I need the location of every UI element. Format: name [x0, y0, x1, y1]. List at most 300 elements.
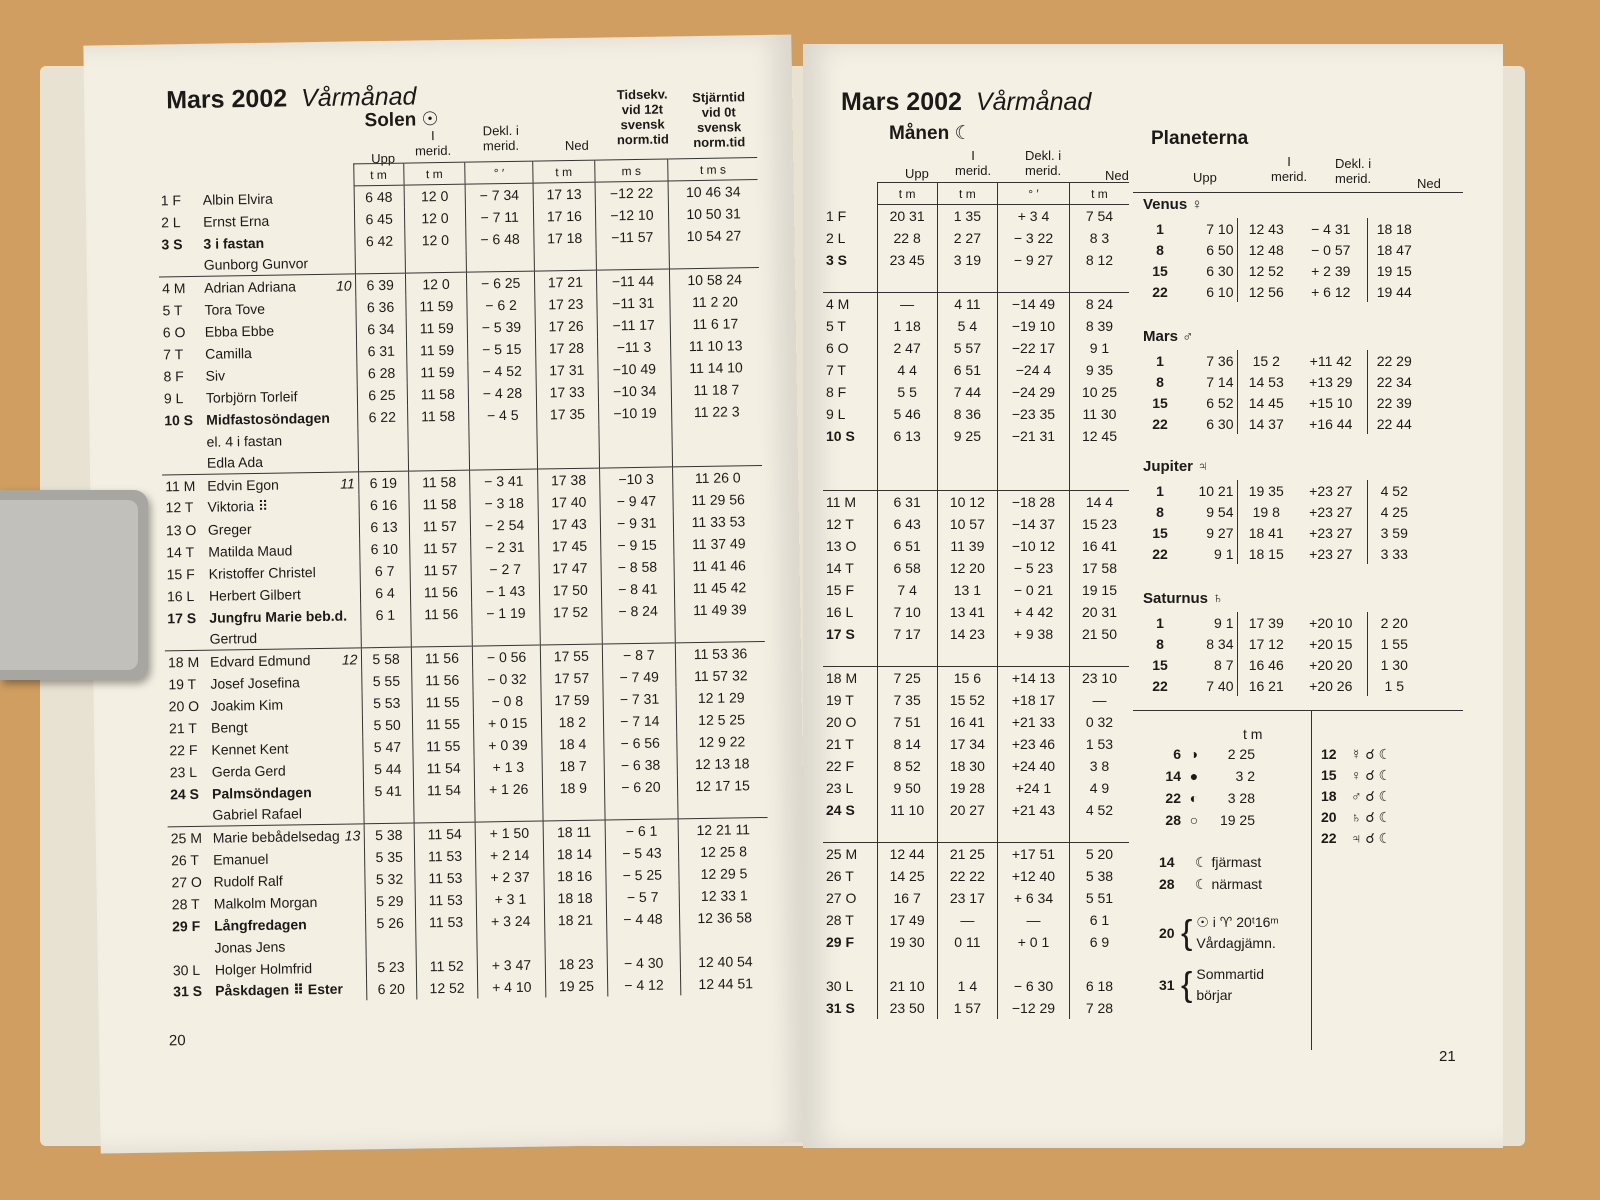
moon-units-row: [823, 183, 1129, 205]
distance-day: 28: [1159, 876, 1175, 892]
page-weight: [0, 490, 148, 680]
moon-dekl: −22 17: [998, 337, 1070, 359]
phase-time: 19 25: [1219, 812, 1255, 828]
moon-day: 31 S: [826, 999, 855, 1016]
planet-day: 1: [1156, 614, 1164, 631]
moon-upp: 7 51: [877, 711, 937, 733]
sun-merid: 12 0: [404, 228, 466, 251]
moon-merid: [937, 645, 997, 667]
sun-merid: 12 0: [404, 206, 466, 229]
planet-day: 15: [1152, 394, 1168, 411]
planet-name: Mars ♂: [1143, 328, 1194, 345]
day-label: [171, 820, 213, 821]
planet-row: [1143, 654, 1421, 675]
sun-dekl: + 4 10: [478, 975, 546, 998]
moon-ned: 21 50: [1069, 623, 1129, 645]
planet-dekl: +20 20: [1309, 656, 1353, 673]
moon-ned: 4 9: [1069, 777, 1129, 799]
name-day-label: Gertrud: [209, 630, 258, 647]
planet-dekl: +13 29: [1309, 373, 1353, 390]
sun-stjarntid: 12 5 25: [676, 707, 766, 730]
day-label: 3 S: [161, 235, 183, 252]
moon-upp: 20 31: [877, 205, 937, 227]
moon-day: 14 T: [826, 559, 854, 576]
phase-time: 3 2: [1235, 768, 1255, 784]
sun-upp: 6 25: [357, 383, 407, 406]
day-name-cell: [170, 956, 366, 981]
sun-stjarntid: 12 33 1: [679, 883, 769, 906]
sun-tidsekv: − 9 47: [599, 489, 673, 512]
events-divider: [1311, 710, 1312, 1050]
unit-cell: ° ′: [998, 183, 1070, 205]
day-name-cell: [162, 472, 358, 497]
name-day-label: Ebba Ebbe: [204, 322, 275, 340]
sun-merid: [411, 624, 473, 647]
name-day-label: Herbert Gilbert: [208, 585, 301, 604]
planet-header-merid: I merid.: [1271, 154, 1308, 184]
planet-row: [1143, 218, 1421, 239]
moon-upp: 17 49: [877, 909, 937, 931]
sun-stjarntid: [678, 795, 768, 818]
day-label: 25 M: [170, 829, 203, 847]
sun-upp: 6 39: [355, 273, 405, 296]
sun-ned: 17 52: [540, 600, 602, 623]
moon-day: 8 F: [826, 383, 847, 400]
day-name-cell: [167, 758, 363, 783]
sun-ned: 17 57: [541, 666, 603, 689]
day-name-cell: [161, 406, 357, 431]
moon-ned: 8 3: [1069, 227, 1129, 249]
planet-merid: 17 39: [1237, 612, 1295, 633]
planet-ned: 22 44: [1367, 413, 1421, 434]
planet-merid: 15 2: [1237, 350, 1295, 371]
moon-row: [823, 403, 1129, 425]
planet-name: Saturnus ♄: [1143, 590, 1224, 607]
day-name-cell: [166, 736, 362, 761]
planet-merid: 18 15: [1237, 543, 1295, 564]
moon-ned: 17 58: [1069, 557, 1129, 579]
moon-day: 21 T: [826, 735, 854, 752]
sun-upp: 5 53: [362, 691, 412, 714]
sun-upp: [360, 625, 410, 648]
name-day-label: Rudolf Ralf: [213, 872, 283, 890]
name-day-label: Adrian Adriana: [204, 278, 297, 296]
moon-row: [823, 733, 1129, 755]
day-name-cell: [169, 890, 365, 915]
sun-ned: 18 7: [542, 754, 604, 777]
planet-upp: 6 52: [1206, 394, 1234, 411]
planet-bottom-rule: [1133, 710, 1463, 711]
sun-merid: 12 0: [405, 272, 467, 295]
sun-merid: [408, 426, 470, 449]
unit-cell: t m: [877, 183, 937, 205]
day-name-cell: [165, 648, 361, 673]
name-day-label: Kristoffer Christel: [208, 563, 316, 582]
sun-tidsekv: − 6 20: [604, 775, 678, 798]
sun-merid: 11 54: [413, 756, 475, 779]
moon-dekl: −18 28: [998, 491, 1070, 513]
name-day-label: Josef Josefina: [210, 673, 300, 692]
day-label: 8 F: [163, 367, 184, 384]
day-name-cell: [164, 582, 360, 607]
moon-merid: 15 52: [937, 689, 997, 711]
planet-day: 1: [1156, 220, 1164, 237]
sun-tidsekv: − 8 7: [602, 643, 676, 666]
moon-row: [823, 601, 1129, 623]
moon-dekl: − 5 23: [998, 557, 1070, 579]
phase-row: [1153, 788, 1255, 809]
name-day-label: Matilda Maud: [208, 541, 293, 560]
week-number: 10: [335, 277, 352, 294]
sun-merid: 11 53: [414, 866, 476, 889]
sun-upp: 6 16: [358, 493, 408, 516]
moon-dekl: −23 35: [998, 403, 1070, 425]
sun-dekl: − 1 43: [471, 579, 539, 602]
planet-table: [1143, 480, 1421, 564]
sun-tidsekv: − 6 38: [604, 753, 678, 776]
moon-upp: 16 7: [877, 887, 937, 909]
sun-ned: 17 16: [533, 204, 595, 227]
sun-merid: 11 59: [406, 338, 468, 361]
day-label: 6 O: [162, 323, 186, 340]
sun-stjarntid: 11 14 10: [671, 356, 761, 379]
planet-day: 22: [1152, 545, 1168, 562]
day-label: 26 T: [171, 851, 200, 868]
moon-day: [823, 271, 877, 293]
sun-upp: 6 31: [356, 339, 406, 362]
sun-dekl: + 2 14: [476, 843, 544, 866]
sun-dekl: + 2 37: [476, 865, 544, 888]
sun-merid: [413, 800, 475, 823]
planet-merid: 19 35: [1237, 480, 1295, 501]
planet-section-title: Planeterna: [1151, 128, 1249, 149]
sun-tidsekv: −10 34: [598, 379, 672, 402]
phase-day: 6: [1173, 746, 1181, 762]
col-header-upp: Upp: [371, 150, 396, 167]
planet-row: [1143, 522, 1421, 543]
event-row: [1159, 964, 1264, 1006]
sun-upp: [365, 933, 415, 956]
sun-stjarntid: 11 10 13: [671, 334, 761, 357]
moon-row: [823, 887, 1129, 909]
sun-dekl: + 0 15: [474, 711, 542, 734]
moon-merid: 22 22: [937, 865, 997, 887]
sun-ned: 17 38: [538, 468, 600, 491]
day-label: 2 L: [160, 213, 181, 230]
day-label: 28 T: [171, 895, 200, 912]
sun-tidsekv: −12 10: [595, 203, 669, 226]
week-number: 13: [344, 827, 361, 844]
sun-upp: 6 10: [359, 537, 409, 560]
planet-dekl: +20 10: [1309, 614, 1353, 631]
moon-merid: [937, 953, 997, 975]
sun-stjarntid: 12 29 5: [679, 861, 769, 884]
phase-day: 22: [1165, 790, 1181, 806]
moon-ned: —: [1069, 689, 1129, 711]
moon-ned: 15 23: [1069, 513, 1129, 535]
moon-upp: 23 45: [877, 249, 937, 271]
phase-row: [1153, 766, 1255, 787]
moon-upp: 11 10: [877, 799, 937, 821]
moon-ned: 23 10: [1069, 667, 1129, 689]
moon-upp: 6 51: [877, 535, 937, 557]
planet-ned: 22 39: [1367, 392, 1421, 413]
name-day-label: Edvin Egon: [207, 476, 279, 494]
moon-ned: [1069, 821, 1129, 843]
moon-merid: [937, 469, 997, 491]
moon-table: [823, 182, 1129, 1019]
moon-merid: 16 41: [937, 711, 997, 733]
planet-merid: 12 56: [1237, 281, 1295, 302]
moon-day: 11 M: [823, 491, 877, 513]
moon-day: 3 S: [826, 251, 848, 268]
planet-upp: 6 10: [1206, 283, 1234, 300]
moon-row: [823, 645, 1129, 667]
sun-merid: 11 58: [407, 382, 469, 405]
planet-upp: 7 14: [1206, 373, 1234, 390]
sun-dekl: [472, 623, 540, 646]
moon-merid: 1 35: [937, 205, 997, 227]
moon-merid: 1 4: [937, 975, 997, 997]
moon-dekl: + 9 38: [998, 623, 1070, 645]
planet-merid: 12 52: [1237, 260, 1295, 281]
moon-upp: 5 5: [877, 381, 937, 403]
moon-dekl: [998, 469, 1070, 491]
planet-ned: 4 52: [1367, 480, 1421, 501]
sun-dekl: + 1 50: [475, 821, 543, 844]
day-name-cell: [158, 208, 354, 233]
planet-dekl: − 0 57: [1311, 241, 1351, 258]
day-label: 24 S: [169, 785, 200, 802]
day-name-cell: [160, 318, 356, 343]
moon-row: [823, 447, 1129, 469]
planet-ned: 2 20: [1367, 612, 1421, 633]
sun-tidsekv: − 6 1: [605, 819, 679, 842]
sun-stjarntid: 11 33 53: [673, 510, 763, 533]
day-name-cell: [164, 604, 360, 629]
moon-upp: [877, 271, 937, 293]
sun-ned: 17 47: [539, 556, 601, 579]
planet-ned: 22 29: [1367, 350, 1421, 371]
unit-cell: m s: [594, 159, 668, 182]
sun-stjarntid: 11 49 39: [675, 598, 765, 621]
sun-stjarntid: 12 36 58: [680, 905, 770, 928]
moon-merid: 10 57: [937, 513, 997, 535]
moon-row: [823, 271, 1129, 293]
day-name-cell: [168, 868, 364, 893]
moon-ned: [1069, 271, 1129, 293]
day-label: [173, 952, 215, 953]
moon-upp: 8 14: [877, 733, 937, 755]
day-label: 17 S: [167, 609, 197, 626]
conjunction-day: 12: [1321, 746, 1337, 762]
moon-row: [823, 953, 1129, 975]
day-label: 31 S: [173, 982, 203, 1000]
planet-ned: 1 55: [1367, 633, 1421, 654]
day-label: [165, 468, 207, 469]
moon-upp: 6 31: [877, 491, 937, 513]
day-label: 14 T: [166, 543, 195, 560]
sun-ned: 18 11: [543, 820, 605, 843]
moon-day: 1 F: [826, 207, 847, 224]
sun-merid: 11 56: [410, 580, 472, 603]
sun-merid: 11 52: [416, 954, 478, 977]
month-subtitle-right: Vårmånad: [975, 88, 1092, 116]
sun-ned: 18 4: [542, 732, 604, 755]
sun-dekl: − 2 54: [470, 513, 538, 536]
moon-row: [823, 821, 1129, 843]
day-label: 20 O: [168, 697, 200, 714]
sun-upp: 6 42: [354, 229, 404, 252]
sun-dekl: − 2 31: [471, 535, 539, 558]
moon-section-title: Månen ☾: [889, 123, 972, 144]
planet-row: [1143, 371, 1421, 392]
name-day-label: 3 i fastan: [203, 234, 265, 252]
sun-merid: 11 55: [412, 712, 474, 735]
sun-stjarntid: 10 46 34: [668, 180, 758, 203]
moon-day: 5 T: [826, 317, 846, 334]
moon-row: [823, 909, 1129, 931]
planet-row: [1143, 350, 1421, 371]
left-page: [83, 35, 808, 1154]
day-label: 11 M: [165, 477, 196, 495]
sun-tidsekv: −10 3: [599, 467, 673, 490]
planet-merid: 14 45: [1237, 392, 1295, 413]
name-day-label: Påskdagen ⠿ Ester: [215, 980, 343, 999]
moon-merid: 11 39: [937, 535, 997, 557]
planet-dekl: − 4 31: [1311, 220, 1351, 237]
sun-ned: 19 25: [546, 974, 608, 997]
sun-ned: 17 21: [534, 270, 596, 293]
sun-merid: 11 56: [411, 668, 473, 691]
sun-merid: [415, 932, 477, 955]
planet-merid: 14 53: [1237, 371, 1295, 392]
sun-upp: [358, 449, 408, 472]
moon-day: 15 F: [826, 581, 855, 598]
sun-stjarntid: 10 50 31: [669, 202, 759, 225]
planet-dekl: +20 15: [1309, 635, 1353, 652]
moon-day: [823, 447, 877, 469]
day-name-cell: [163, 560, 359, 585]
sun-ned: 17 18: [534, 226, 596, 249]
planet-table: [1143, 612, 1421, 696]
name-day-label: Holger Holmfrid: [214, 959, 313, 978]
moon-dekl: +17 51: [998, 843, 1070, 865]
event-brace: {: [1181, 914, 1193, 952]
sun-tidsekv: −11 17: [597, 313, 671, 336]
conjunction-symbols: ♃ ☌ ☾: [1351, 830, 1392, 846]
planet-merid: 12 48: [1237, 239, 1295, 260]
sun-upp: 6 1: [360, 603, 410, 626]
sun-ned: 18 18: [544, 886, 606, 909]
sun-merid: 11 57: [409, 536, 471, 559]
day-name-cell: [160, 340, 356, 365]
moon-row: [823, 293, 1129, 315]
name-day-label: Kennet Kent: [211, 739, 289, 758]
planet-upp: 8 7: [1214, 656, 1234, 673]
day-label: 13 O: [165, 521, 197, 538]
moon-day: [823, 469, 877, 491]
sun-stjarntid: 10 58 24: [670, 268, 760, 291]
sun-ned: 17 55: [540, 644, 602, 667]
moon-day: 4 M: [823, 293, 877, 315]
sun-tidsekv: −11 31: [596, 291, 670, 314]
day-name-cell: [161, 384, 357, 409]
sun-merid: 11 55: [412, 734, 474, 757]
conjunction-row: [1321, 765, 1391, 786]
planet-upp: 8 34: [1206, 635, 1234, 652]
sun-dekl: − 3 18: [470, 491, 538, 514]
moon-ned: [1069, 953, 1129, 975]
unit-cell: t m: [403, 162, 465, 185]
planet-upp: 7 36: [1206, 352, 1234, 369]
sun-stjarntid: 11 18 7: [671, 378, 761, 401]
sun-stjarntid: [680, 927, 770, 950]
event-line-2: Vårdagjämn.: [1196, 935, 1276, 951]
sun-tidsekv: [602, 621, 676, 644]
moon-row: [823, 931, 1129, 953]
sun-merid: 11 58: [407, 404, 469, 427]
sun-stjarntid: [675, 620, 765, 643]
unit-cell: t m: [533, 160, 595, 183]
moon-row: [823, 711, 1129, 733]
planet-dekl: +11 42: [1309, 352, 1352, 369]
day-name-cell: [158, 186, 354, 211]
day-name-cell: [169, 912, 365, 937]
planet-upp: 7 40: [1206, 677, 1234, 694]
planet-name: Venus ♀: [1143, 196, 1203, 213]
planet-dekl: +20 26: [1309, 677, 1353, 694]
day-label: 16 L: [166, 587, 195, 604]
sun-dekl: − 4 52: [468, 359, 536, 382]
moon-merid: 17 34: [937, 733, 997, 755]
sun-ned: [537, 424, 599, 447]
phase-day: 28: [1165, 812, 1181, 828]
planet-ned: 3 33: [1367, 543, 1421, 564]
moon-upp: 4 4: [877, 359, 937, 381]
page-number-left: 20: [168, 1032, 186, 1050]
sun-dekl: + 1 26: [475, 777, 543, 800]
sun-dekl: − 5 39: [467, 315, 535, 338]
sun-dekl: + 3 1: [476, 887, 544, 910]
moon-merid: 2 27: [937, 227, 997, 249]
sun-ned: 18 23: [545, 952, 607, 975]
sun-dekl: − 1 19: [472, 601, 540, 624]
planet-day: 8: [1156, 635, 1164, 652]
moon-upp: [877, 447, 937, 469]
sun-tidsekv: [596, 247, 670, 270]
sun-merid: 12 52: [416, 976, 478, 999]
sun-upp: 5 26: [365, 911, 415, 934]
sun-ned: 17 35: [537, 402, 599, 425]
planet-upp: 9 1: [1214, 614, 1234, 631]
sun-tidsekv: − 9 15: [600, 533, 674, 556]
sun-ned: [543, 798, 605, 821]
sun-stjarntid: [672, 422, 762, 445]
moon-upp: [877, 645, 937, 667]
name-day-label: Emanuel: [213, 850, 269, 868]
moon-dekl: +21 33: [998, 711, 1070, 733]
sun-tidsekv: [604, 797, 678, 820]
moon-dekl: [998, 447, 1070, 469]
sun-upp: [355, 251, 405, 274]
moon-header-merid: I merid.: [955, 148, 992, 178]
name-day-label: Långfredagen: [214, 915, 307, 934]
moon-upp: 7 10: [877, 601, 937, 623]
day-label: [168, 644, 210, 645]
sun-tidsekv: − 5 25: [605, 863, 679, 886]
moon-ned: 6 18: [1069, 975, 1129, 997]
